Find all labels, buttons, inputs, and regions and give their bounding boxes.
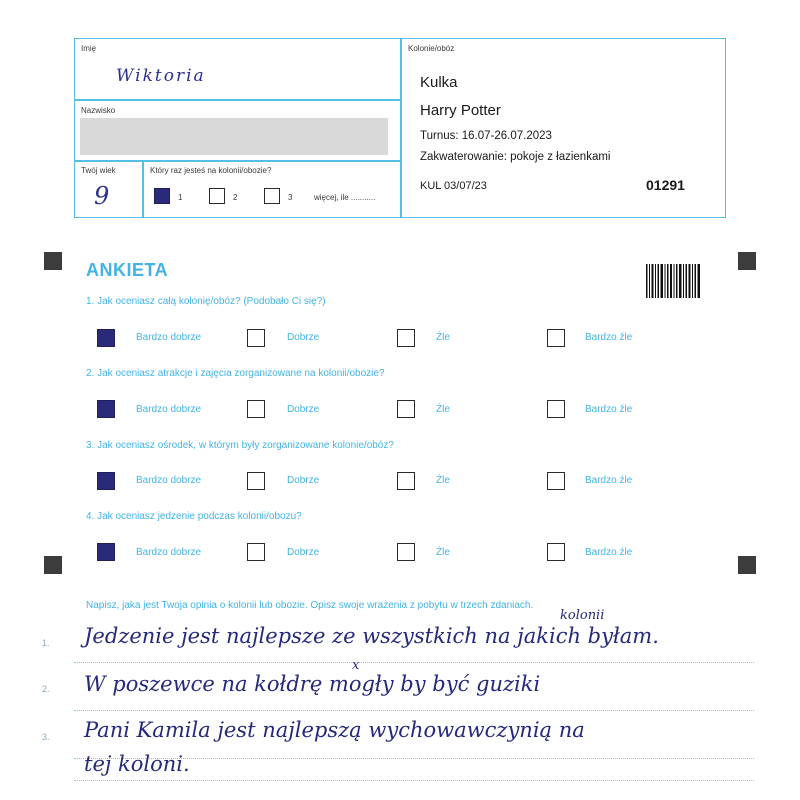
times-label: Który raz jesteś na kolonii/obozie? [150, 166, 272, 175]
opinion-answer-2: W poszewce na kołdrę mogły by być guziki [84, 672, 541, 696]
opinion-answer-4: tej koloni. [84, 752, 190, 776]
q2-option-very-good-label: Bardzo dobrze [136, 404, 202, 415]
opinion-line-2 [74, 710, 754, 711]
camp-theme: Harry Potter [420, 102, 501, 119]
q4-option-bad-checkbox[interactable] [397, 543, 415, 561]
registration-marker-bottom-left [44, 556, 62, 574]
q2-option-very-bad-checkbox[interactable] [547, 400, 565, 418]
q4-option-very-good-checkbox[interactable] [97, 543, 115, 561]
header-divider-surname [74, 160, 400, 162]
times-checkbox-3[interactable] [264, 188, 280, 204]
registration-marker-bottom-right [738, 556, 756, 574]
barcode-icon [646, 264, 700, 298]
accommodation: Zakwaterowanie: pokoje z łazienkami [420, 151, 611, 163]
q1-option-very-bad-checkbox[interactable] [547, 329, 565, 347]
question-3-text: 3. Jak oceniasz ośrodek, w którym były zorganizowane kolonie/obóz? [86, 440, 394, 451]
q2-option-bad-checkbox[interactable] [397, 400, 415, 418]
q1-option-bad-label: Źle [436, 332, 450, 343]
form-number: 01291 [646, 177, 685, 193]
opinion-answer-3: Pani Kamila jest najlepszą wychowawczynią na [84, 718, 585, 742]
q3-option-bad-checkbox[interactable] [397, 472, 415, 490]
header-divider-vertical [400, 38, 402, 218]
q2-option-very-good-checkbox[interactable] [97, 400, 115, 418]
header-divider-name [74, 99, 400, 101]
q2-option-bad-label: Źle [436, 404, 450, 415]
name-value: Wiktoria [116, 66, 206, 86]
q3-option-very-bad-checkbox[interactable] [547, 472, 565, 490]
q3-option-bad-label: Źle [436, 475, 450, 486]
surname-label: Nazwisko [81, 106, 116, 115]
age-label: Twój wiek [81, 166, 116, 175]
times-checkbox-2[interactable] [209, 188, 225, 204]
q2-option-good-checkbox[interactable] [247, 400, 265, 418]
camp-code: KUL 03/07/23 [420, 180, 487, 192]
opinion-line-number-2: 2. [42, 684, 50, 694]
q1-option-very-bad-label: Bardzo źle [585, 332, 633, 343]
times-option-1: 1 [178, 193, 183, 202]
camp-name: Kulka [420, 74, 458, 91]
q4-option-bad-label: Źle [436, 547, 450, 558]
q3-option-good-label: Dobrze [287, 475, 320, 486]
q1-option-bad-checkbox[interactable] [397, 329, 415, 347]
survey-title: ANKIETA [86, 260, 169, 280]
q3-option-very-bad-label: Bardzo źle [585, 475, 633, 486]
camp-label: Kolonie/obóz [408, 44, 455, 53]
q4-option-very-bad-label: Bardzo źle [585, 547, 633, 558]
q1-option-very-good-label: Bardzo dobrze [136, 332, 202, 343]
registration-marker-top-left [44, 252, 62, 270]
q1-option-very-good-checkbox[interactable] [97, 329, 115, 347]
times-option-2: 2 [233, 193, 238, 202]
opinion-line-number-1: 1. [42, 638, 50, 648]
q2-option-good-label: Dobrze [287, 404, 320, 415]
opinion-prompt: Napisz, jaka jest Twoja opinia o kolonii lub obozie. Opisz swoje wrażenia z pobytu w trzech zdaniach. [86, 600, 534, 611]
registration-marker-top-right [738, 252, 756, 270]
q4-option-good-checkbox[interactable] [247, 543, 265, 561]
times-more-label: więcej, ile ........... [314, 193, 376, 202]
q4-option-good-label: Dobrze [287, 547, 320, 558]
opinion-line-number-3: 3. [42, 732, 50, 742]
question-4-text: 4. Jak oceniasz jedzenie podczas kolonii/obozu? [86, 511, 302, 522]
question-1-text: 1. Jak oceniasz całą kolonię/obóz? (Podobało Ci się?) [86, 296, 326, 307]
q2-option-very-bad-label: Bardzo źle [585, 404, 633, 415]
times-option-3: 3 [288, 193, 293, 202]
times-checkbox-1[interactable] [154, 188, 170, 204]
q4-option-very-bad-checkbox[interactable] [547, 543, 565, 561]
q3-option-very-good-checkbox[interactable] [97, 472, 115, 490]
question-2-text: 2. Jak oceniasz atrakcje i zajęcia zorganizowane na kolonii/obozie? [86, 368, 385, 379]
q1-option-good-label: Dobrze [287, 332, 320, 343]
age-value: 9 [94, 182, 110, 210]
opinion-line-1-insertion: kolonii [560, 608, 605, 623]
q3-option-very-good-label: Bardzo dobrze [136, 475, 202, 486]
opinion-line-2-insertion: x [352, 658, 360, 673]
header-divider-age [142, 160, 144, 218]
name-label: Imię [81, 44, 97, 53]
opinion-line-4 [74, 780, 754, 781]
q1-option-good-checkbox[interactable] [247, 329, 265, 347]
surname-redacted [80, 118, 388, 155]
q3-option-good-checkbox[interactable] [247, 472, 265, 490]
q4-option-very-good-label: Bardzo dobrze [136, 547, 202, 558]
opinion-line-1 [74, 662, 754, 663]
turnus-dates: Turnus: 16.07-26.07.2023 [420, 130, 552, 142]
opinion-answer-1: Jedzenie jest najlepsze ze wszystkich na jakich byłam. [84, 624, 659, 648]
